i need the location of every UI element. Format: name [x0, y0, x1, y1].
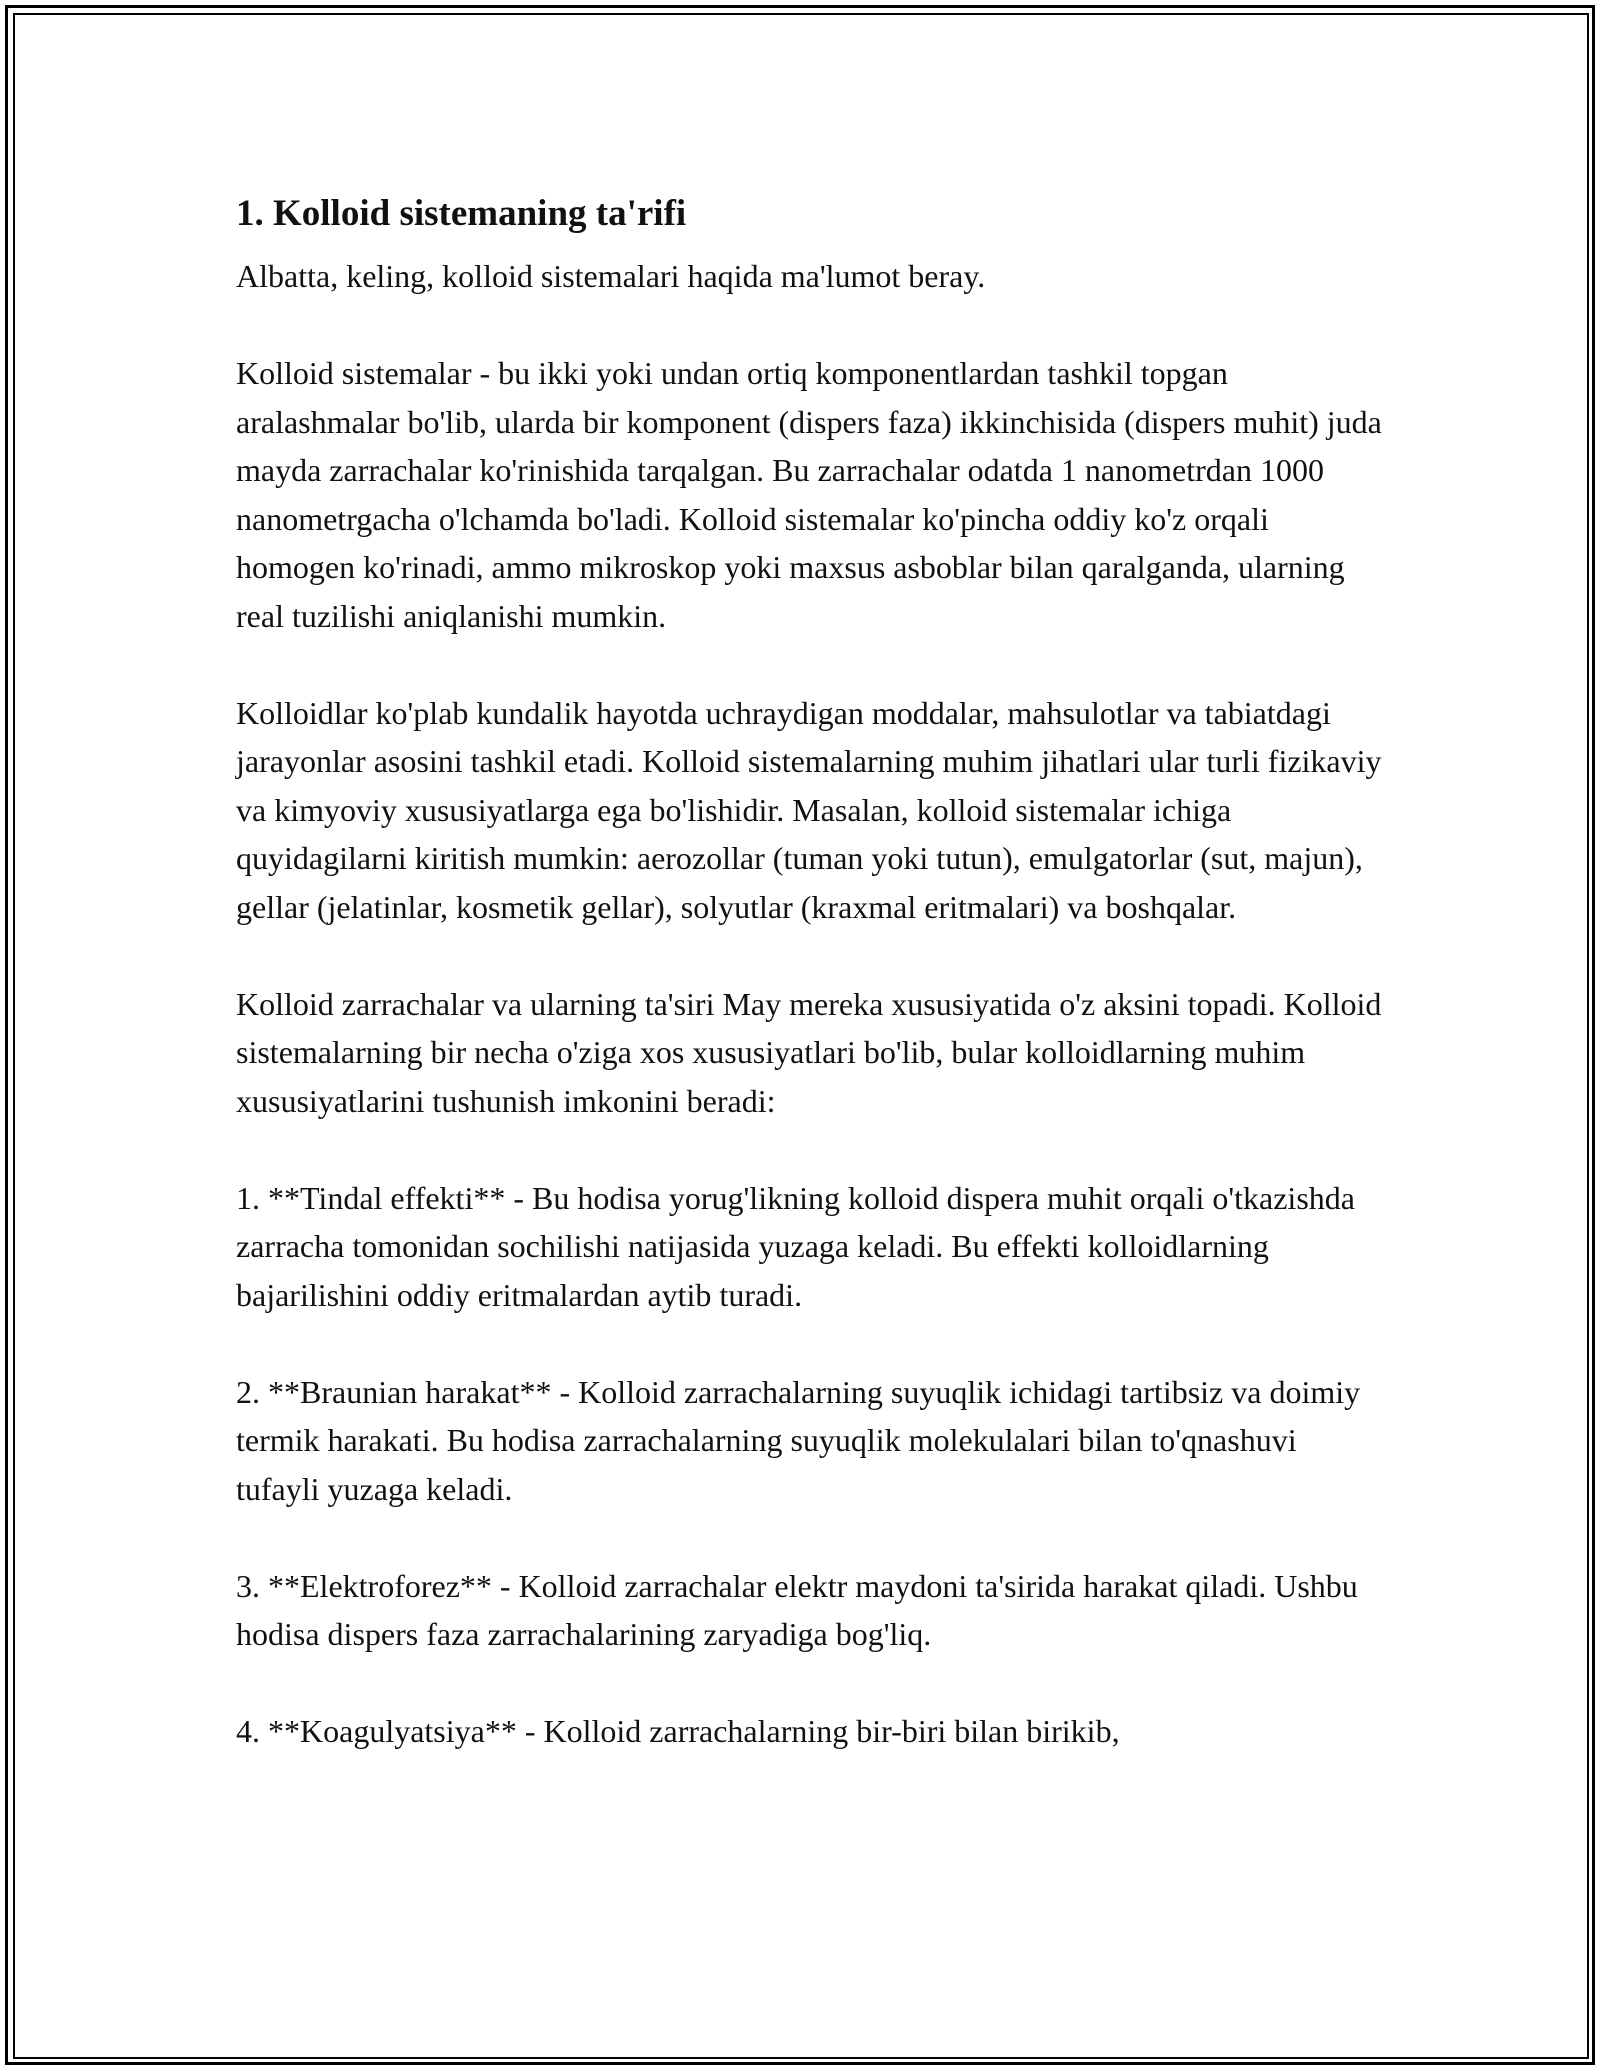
list-item-electrophoresis: 3. **Elektroforez** - Kolloid zarrachalar elektr maydoni ta'sirida harakat qiladi. Ushbu hodisa dispers faza zarrachalarining zaryadiga bog'liq.	[236, 1567, 1358, 1652]
paragraph-intro: Albatta, keling, kolloid sistemalari haqida ma'lumot beray.	[236, 258, 986, 294]
list-item-brownian-motion: 2. **Braunian harakat** - Kolloid zarrachalarning suyuqlik ichidagi tartibsiz va doimiy termik harakati. Bu hodisa zarrachalarning suyuqlik molekulalari bilan to'qnashuvi tufayli yuzaga keladi.	[236, 1373, 1361, 1507]
document-body	[236, 184, 1386, 1756]
section-title: 1. Kolloid sistemaning ta'rifi	[236, 193, 687, 234]
paragraph-definition: Kolloid sistemalar - bu ikki yoki undan ortiq komponentlardan tashkil topgan aralashmalar bo'lib, ularda bir komponent (dispers faza) ikkinchisida (dispers muhit) juda mayda zarrachalar ko'rinishida tarqalgan. Bu zarrachalar odatda 1 nanometrdan 1000 nanometrgacha o'lchamda bo'ladi. Kolloid sistemalar ko'pincha oddiy ko'z orqali homogen ko'rinadi, ammo mikroskop yoki maxsus asboblar bilan qaralganda, ularning real tuzilishi aniqlanishi mumkin.	[236, 355, 1382, 634]
paragraph-properties-intro: Kolloid zarrachalar va ularning ta'siri May mereka xususiyatida o'z aksini topadi. Kolloid sistemalarning bir necha o'ziga xos xususiyatlari bo'lib, bular kolloidlarning muhim xususiyatlarini tushunish imkonini beradi:	[236, 985, 1382, 1119]
list-item-tyndall-effect: 1. **Tindal effekti** - Bu hodisa yorug'likning kolloid dispera muhit orqali o'tkazishda zarracha tomonidan sochilishi natijasida yuzaga keladi. Bu effekti kolloidlarning bajarilishini oddiy eritmalardan aytib turadi.	[236, 1179, 1355, 1313]
paragraph-examples: Kolloidlar ko'plab kundalik hayotda uchraydigan moddalar, mahsulotlar va tabiatdagi jarayonlar asosini tashkil etadi. Kolloid sistemalarning muhim jihatlari ular turli fizikaviy va kimyoviy xususiyatlarga ega bo'lishidir. Masalan, kolloid sistemalar ichiga quyidagilarni kiritish mumkin: aerozollar (tuman yoki tutun), emulgatorlar (sut, majun), gellar (jelatinlar, kosmetik gellar), solyutlar (kraxmal eritmalari) va boshqalar.	[236, 694, 1382, 925]
list-item-coagulation: 4. **Koagulyatsiya** - Kolloid zarrachalarning bir-biri bilan birikib,	[236, 1713, 1120, 1749]
